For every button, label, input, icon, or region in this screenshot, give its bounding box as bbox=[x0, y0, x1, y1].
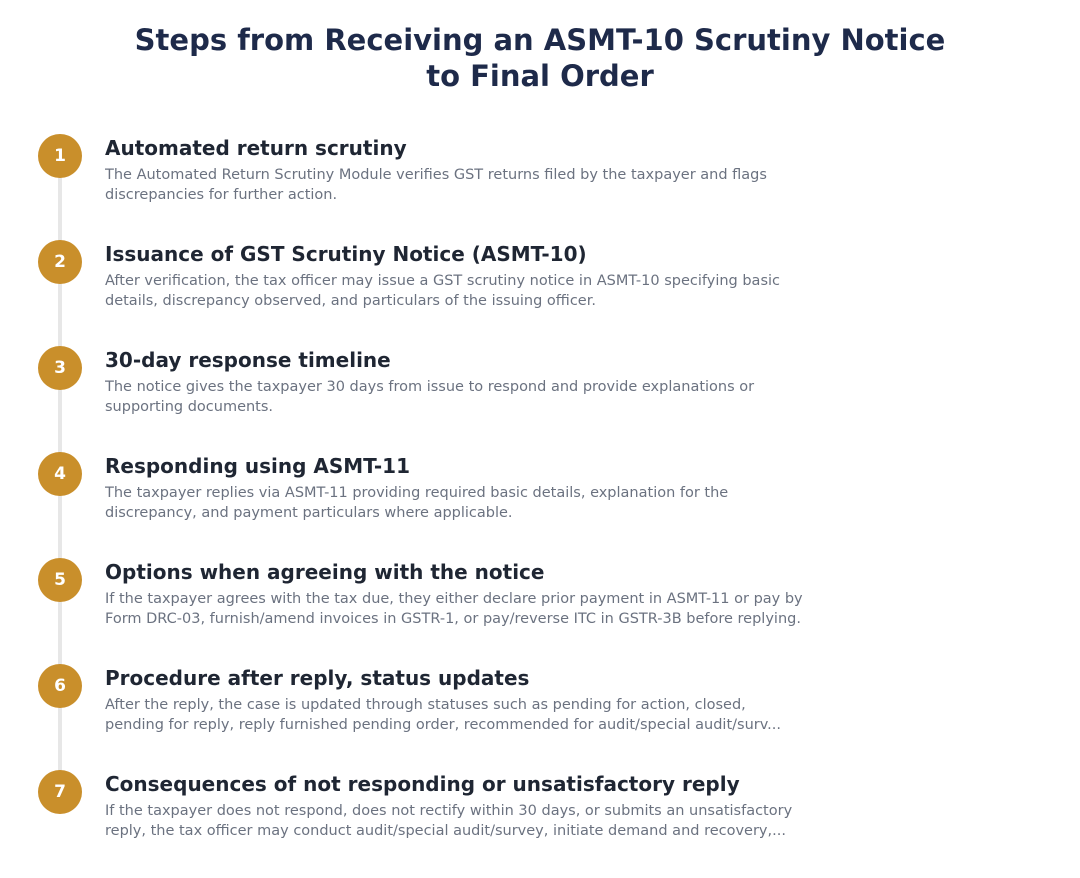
step-description bbox=[105, 801, 835, 841]
step-description-line: After the reply, the case is updated through statuses such as pending for action, closed, bbox=[105, 697, 746, 713]
step-description-line: pending for reply, reply furnished pending order, recommended for audit/special audit/surv... bbox=[105, 717, 782, 733]
step-2 bbox=[0, 240, 1080, 346]
step-description bbox=[105, 695, 835, 735]
step-6 bbox=[0, 664, 1080, 770]
diagram-title bbox=[0, 22, 1080, 94]
step-description bbox=[105, 271, 835, 311]
step-description-line: The notice gives the taxpayer 30 days from issue to respond and provide explanations or bbox=[105, 379, 755, 395]
step-heading: Consequences of not responding or unsatisfactory reply bbox=[105, 772, 740, 796]
step-description-line: reply, the tax officer may conduct audit/special audit/survey, initiate demand and recovery,... bbox=[105, 823, 786, 839]
step-4 bbox=[0, 452, 1080, 558]
step-description bbox=[105, 589, 835, 629]
step-7 bbox=[0, 770, 1080, 876]
step-description-line: If the taxpayer agrees with the tax due, they either declare prior payment in ASMT-11 or pay by bbox=[105, 591, 803, 607]
step-number-badge: 1 bbox=[38, 134, 82, 178]
step-heading: Issuance of GST Scrutiny Notice (ASMT-10) bbox=[105, 242, 587, 266]
step-description-line: The Automated Return Scrutiny Module verifies GST returns filed by the taxpayer and flags bbox=[105, 167, 767, 183]
step-description-line: supporting documents. bbox=[105, 399, 274, 415]
step-description bbox=[105, 165, 835, 205]
step-number-badge: 5 bbox=[38, 558, 82, 602]
step-heading: 30-day response timeline bbox=[105, 348, 391, 372]
step-5 bbox=[0, 558, 1080, 664]
step-description-line: discrepancies for further action. bbox=[105, 187, 338, 203]
step-number-badge: 2 bbox=[38, 240, 82, 284]
step-heading: Procedure after reply, status updates bbox=[105, 666, 530, 690]
step-number-badge: 3 bbox=[38, 346, 82, 390]
step-heading: Options when agreeing with the notice bbox=[105, 560, 545, 584]
step-description-line: details, discrepancy observed, and particulars of the issuing officer. bbox=[105, 293, 596, 309]
step-description-line: After verification, the tax officer may issue a GST scrutiny notice in ASMT-10 specifying basic bbox=[105, 273, 781, 289]
step-description-line: The taxpayer replies via ASMT-11 providing required basic details, explanation for the bbox=[105, 485, 729, 501]
step-description-line: If the taxpayer does not respond, does not rectify within 30 days, or submits an unsatisfactory bbox=[105, 803, 793, 819]
step-1 bbox=[0, 134, 1080, 240]
step-description bbox=[105, 377, 835, 417]
step-description-line: Form DRC-03, furnish/amend invoices in GSTR-1, or pay/reverse ITC in GSTR-3B before replying. bbox=[105, 611, 801, 627]
step-description-line: discrepancy, and payment particulars where applicable. bbox=[105, 505, 513, 521]
step-3 bbox=[0, 346, 1080, 452]
step-description bbox=[105, 483, 835, 523]
title-line-2: to Final Order bbox=[426, 59, 654, 93]
step-heading: Automated return scrutiny bbox=[105, 136, 407, 160]
title-line-1: Steps from Receiving an ASMT-10 Scrutiny Notice bbox=[134, 23, 946, 57]
step-heading: Responding using ASMT-11 bbox=[105, 454, 410, 478]
step-number-badge: 4 bbox=[38, 452, 82, 496]
step-number-badge: 6 bbox=[38, 664, 82, 708]
step-number-badge: 7 bbox=[38, 770, 82, 814]
